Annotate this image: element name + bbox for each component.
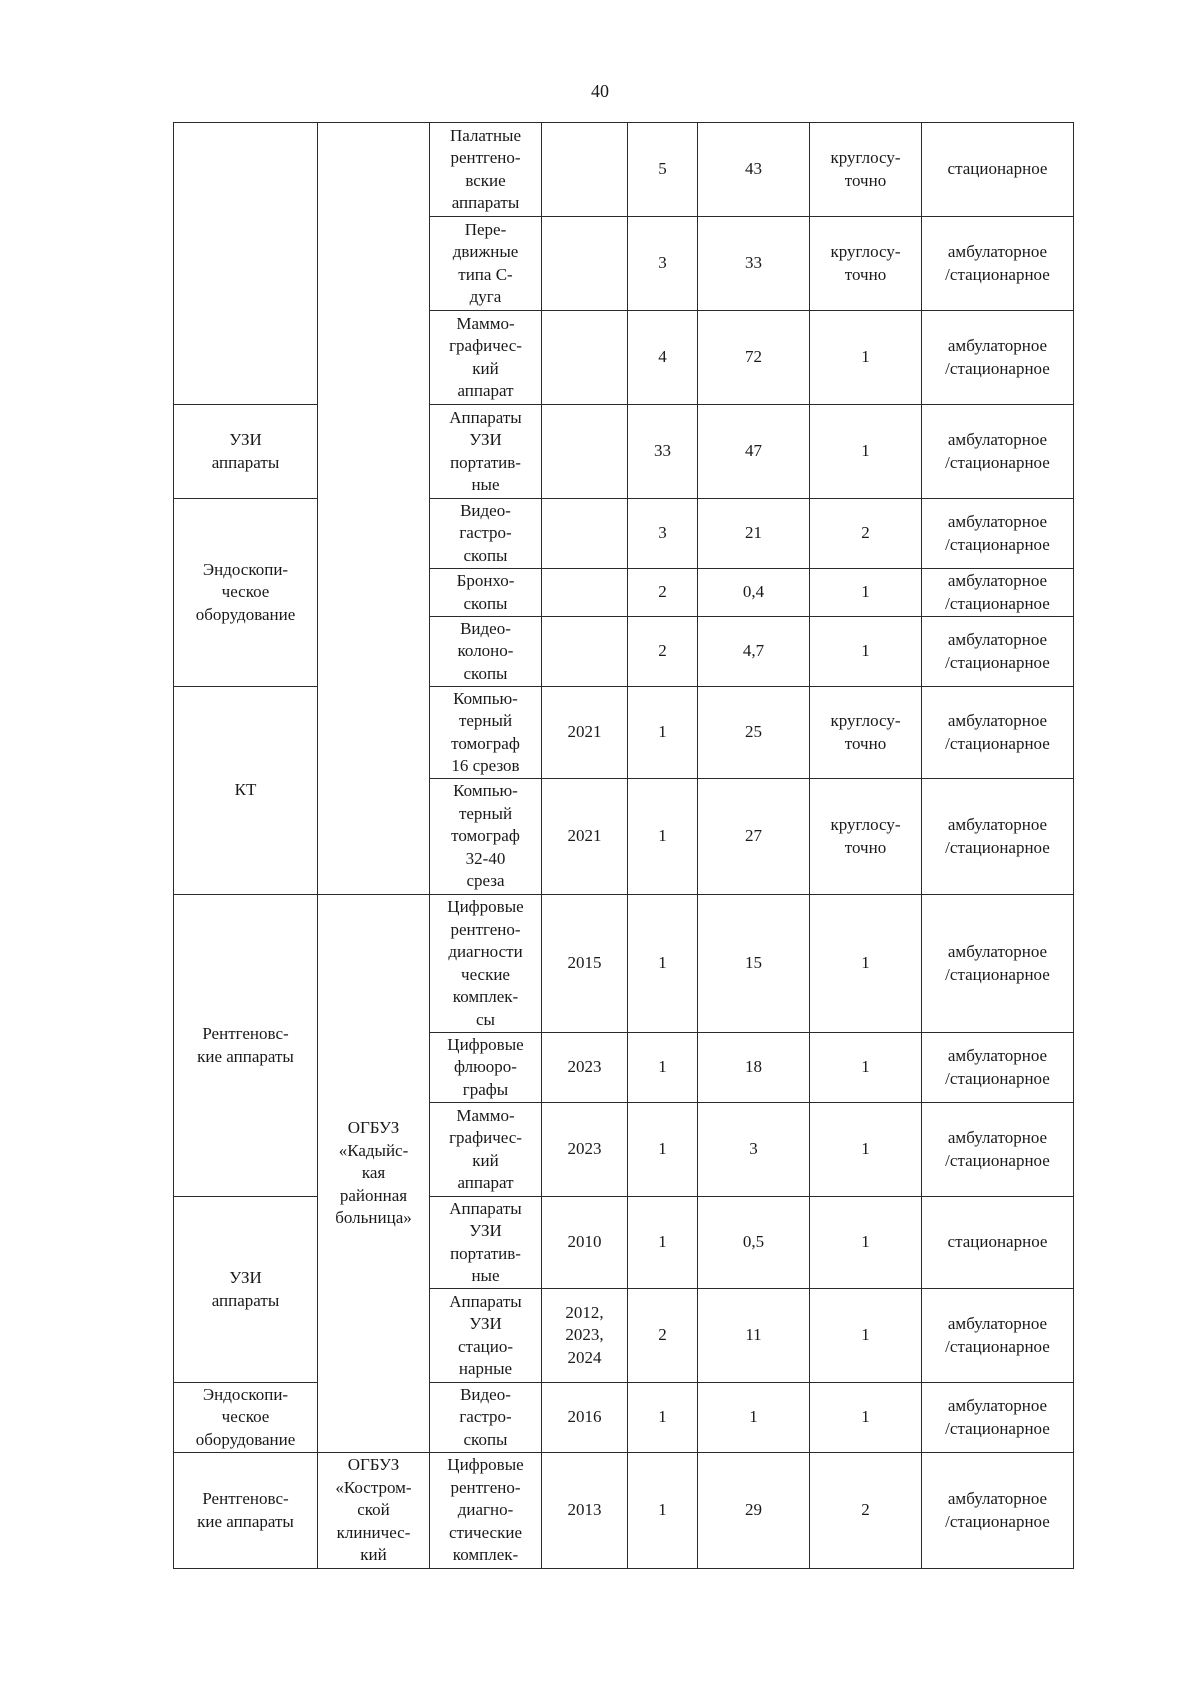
count-cell: 1 bbox=[628, 779, 698, 895]
load-cell: 1 bbox=[698, 1383, 810, 1453]
count-cell: 1 bbox=[628, 1197, 698, 1289]
equipment-name-cell: Пере- движные типа С- дуга bbox=[430, 217, 542, 311]
service-type-cell: амбулаторное /стационарное bbox=[922, 1289, 1074, 1383]
mode-cell: 2 bbox=[810, 499, 922, 569]
equipment-group-cell: УЗИ аппараты bbox=[174, 1197, 318, 1383]
service-type-cell: амбулаторное /стационарное bbox=[922, 1033, 1074, 1103]
mode-cell: 1 bbox=[810, 569, 922, 617]
load-cell: 33 bbox=[698, 217, 810, 311]
equipment-name-cell: Видео- гастро- скопы bbox=[430, 499, 542, 569]
table-row bbox=[174, 499, 1074, 569]
load-cell: 11 bbox=[698, 1289, 810, 1383]
mode-cell: 1 bbox=[810, 311, 922, 405]
organization-cell: ОГБУЗ «Кадыйс- кая районная больница» bbox=[318, 895, 430, 1453]
load-cell: 47 bbox=[698, 405, 810, 499]
equipment-name-cell: Маммо- графичес- кий аппарат bbox=[430, 311, 542, 405]
service-type-cell: амбулаторное /стационарное bbox=[922, 405, 1074, 499]
service-type-cell: амбулаторное /стационарное bbox=[922, 687, 1074, 779]
mode-cell: 1 bbox=[810, 1103, 922, 1197]
service-type-cell: амбулаторное /стационарное bbox=[922, 779, 1074, 895]
service-type-cell: амбулаторное /стационарное bbox=[922, 499, 1074, 569]
mode-cell: 2 bbox=[810, 1453, 922, 1569]
count-cell: 2 bbox=[628, 1289, 698, 1383]
equipment-name-cell: Цифровые флюоро- графы bbox=[430, 1033, 542, 1103]
mode-cell: круглосу- точно bbox=[810, 123, 922, 217]
mode-cell: круглосу- точно bbox=[810, 217, 922, 311]
count-cell: 1 bbox=[628, 1033, 698, 1103]
load-cell: 27 bbox=[698, 779, 810, 895]
service-type-cell: амбулаторное /стационарное bbox=[922, 1453, 1074, 1569]
count-cell: 3 bbox=[628, 217, 698, 311]
mode-cell: 1 bbox=[810, 1383, 922, 1453]
count-cell: 33 bbox=[628, 405, 698, 499]
equipment-table bbox=[173, 122, 1074, 1569]
service-type-cell: амбулаторное /стационарное bbox=[922, 569, 1074, 617]
service-type-cell: амбулаторное /стационарное bbox=[922, 895, 1074, 1033]
year-cell: 2016 bbox=[542, 1383, 628, 1453]
year-cell: 2023 bbox=[542, 1103, 628, 1197]
service-type-cell: амбулаторное /стационарное bbox=[922, 1103, 1074, 1197]
count-cell: 1 bbox=[628, 687, 698, 779]
count-cell: 1 bbox=[628, 1453, 698, 1569]
equipment-name-cell: Цифровые рентгено- диагности ческие комплек- сы bbox=[430, 895, 542, 1033]
load-cell: 43 bbox=[698, 123, 810, 217]
load-cell: 3 bbox=[698, 1103, 810, 1197]
equipment-name-cell: Палатные рентгено- вские аппараты bbox=[430, 123, 542, 217]
year-cell: 2012, 2023, 2024 bbox=[542, 1289, 628, 1383]
count-cell: 3 bbox=[628, 499, 698, 569]
table-row bbox=[174, 1453, 1074, 1569]
equipment-name-cell: Маммо- графичес- кий аппарат bbox=[430, 1103, 542, 1197]
equipment-name-cell: Аппараты УЗИ портатив- ные bbox=[430, 405, 542, 499]
equipment-name-cell: Бронхо- скопы bbox=[430, 569, 542, 617]
year-cell bbox=[542, 311, 628, 405]
count-cell: 1 bbox=[628, 1383, 698, 1453]
service-type-cell: амбулаторное /стационарное bbox=[922, 1383, 1074, 1453]
load-cell: 29 bbox=[698, 1453, 810, 1569]
load-cell: 25 bbox=[698, 687, 810, 779]
year-cell bbox=[542, 405, 628, 499]
mode-cell: круглосу- точно bbox=[810, 687, 922, 779]
service-type-cell: амбулаторное /стационарное bbox=[922, 217, 1074, 311]
count-cell: 2 bbox=[628, 617, 698, 687]
equipment-name-cell: Аппараты УЗИ портатив- ные bbox=[430, 1197, 542, 1289]
service-type-cell: амбулаторное /стационарное bbox=[922, 617, 1074, 687]
table-row bbox=[174, 405, 1074, 499]
year-cell bbox=[542, 617, 628, 687]
load-cell: 72 bbox=[698, 311, 810, 405]
mode-cell: 1 bbox=[810, 1289, 922, 1383]
page-number: 40 bbox=[591, 81, 609, 101]
service-type-cell: стационарное bbox=[922, 123, 1074, 217]
equipment-name-cell: Видео- колоно- скопы bbox=[430, 617, 542, 687]
equipment-group-cell: Эндоскопи- ческое оборудование bbox=[174, 1383, 318, 1453]
year-cell: 2023 bbox=[542, 1033, 628, 1103]
load-cell: 0,4 bbox=[698, 569, 810, 617]
load-cell: 21 bbox=[698, 499, 810, 569]
mode-cell: 1 bbox=[810, 405, 922, 499]
table-row bbox=[174, 687, 1074, 779]
year-cell bbox=[542, 217, 628, 311]
table-row bbox=[174, 123, 1074, 217]
year-cell: 2010 bbox=[542, 1197, 628, 1289]
load-cell: 0,5 bbox=[698, 1197, 810, 1289]
equipment-name-cell: Видео- гастро- скопы bbox=[430, 1383, 542, 1453]
load-cell: 4,7 bbox=[698, 617, 810, 687]
mode-cell: 1 bbox=[810, 1197, 922, 1289]
mode-cell: 1 bbox=[810, 1033, 922, 1103]
mode-cell: круглосу- точно bbox=[810, 779, 922, 895]
year-cell bbox=[542, 499, 628, 569]
equipment-name-cell: Компью- терный томограф 16 срезов bbox=[430, 687, 542, 779]
mode-cell: 1 bbox=[810, 895, 922, 1033]
table-row bbox=[174, 1383, 1074, 1453]
count-cell: 5 bbox=[628, 123, 698, 217]
equipment-group-cell: Рентгеновс- кие аппараты bbox=[174, 895, 318, 1197]
count-cell: 1 bbox=[628, 1103, 698, 1197]
load-cell: 18 bbox=[698, 1033, 810, 1103]
year-cell: 2013 bbox=[542, 1453, 628, 1569]
service-type-cell: амбулаторное /стационарное bbox=[922, 311, 1074, 405]
equipment-group-cell: Эндоскопи- ческое оборудование bbox=[174, 499, 318, 687]
year-cell bbox=[542, 123, 628, 217]
mode-cell: 1 bbox=[810, 617, 922, 687]
year-cell: 2021 bbox=[542, 687, 628, 779]
organization-cell bbox=[318, 123, 430, 895]
equipment-group-cell: КТ bbox=[174, 687, 318, 895]
equipment-group-cell: Рентгеновс- кие аппараты bbox=[174, 1453, 318, 1569]
equipment-group-cell bbox=[174, 123, 318, 405]
year-cell bbox=[542, 569, 628, 617]
year-cell: 2015 bbox=[542, 895, 628, 1033]
count-cell: 1 bbox=[628, 895, 698, 1033]
year-cell: 2021 bbox=[542, 779, 628, 895]
equipment-name-cell: Компью- терный томограф 32-40 среза bbox=[430, 779, 542, 895]
count-cell: 4 bbox=[628, 311, 698, 405]
service-type-cell: стационарное bbox=[922, 1197, 1074, 1289]
table-row bbox=[174, 1197, 1074, 1289]
load-cell: 15 bbox=[698, 895, 810, 1033]
count-cell: 2 bbox=[628, 569, 698, 617]
organization-cell: ОГБУЗ «Костром- ской клиничес- кий bbox=[318, 1453, 430, 1569]
equipment-group-cell: УЗИ аппараты bbox=[174, 405, 318, 499]
table-row bbox=[174, 895, 1074, 1033]
equipment-name-cell: Цифровые рентгено- диагно- стические комплек- bbox=[430, 1453, 542, 1569]
equipment-name-cell: Аппараты УЗИ стацио- нарные bbox=[430, 1289, 542, 1383]
